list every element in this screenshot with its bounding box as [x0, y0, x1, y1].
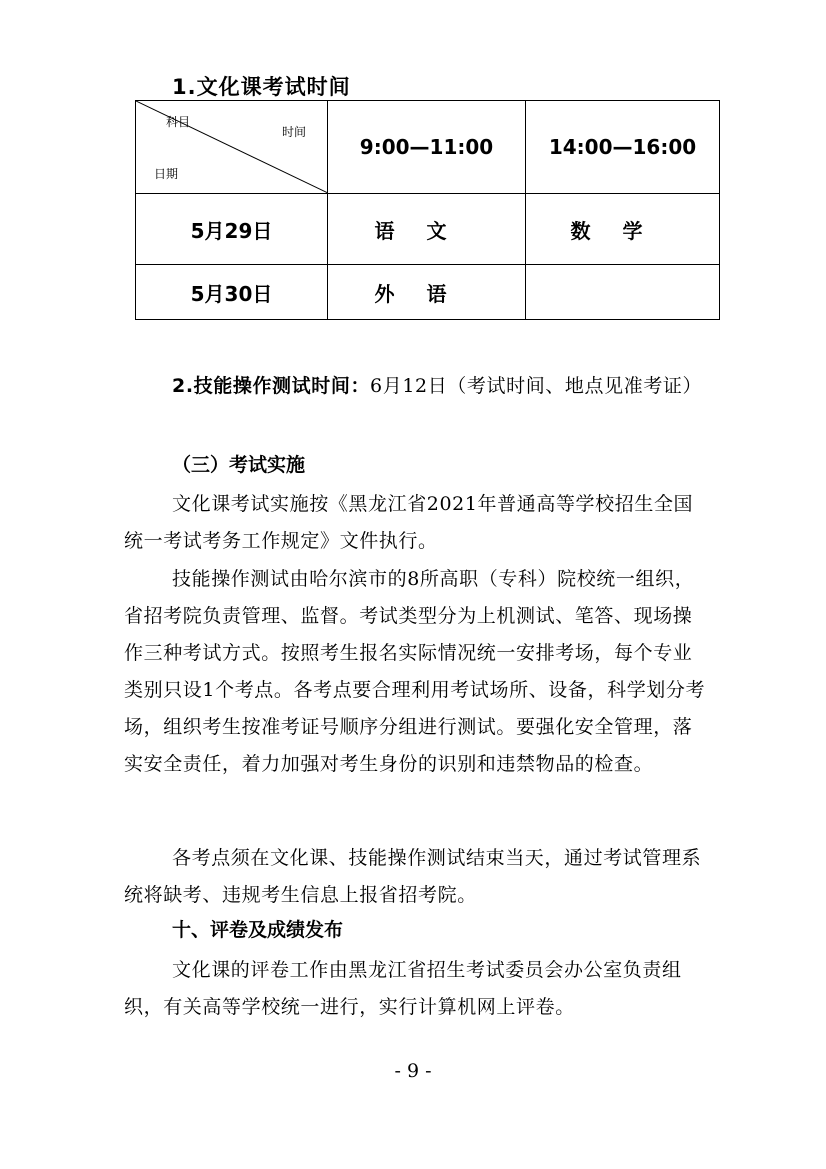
corner-subject-label: 科目 — [166, 115, 191, 129]
paragraph-3: 各考点须在文化课、技能操作测试结束当天，通过考试管理系统将缺考、违规考生信息上报省招考院。 — [124, 847, 702, 906]
corner-time-label: 时间 — [282, 125, 307, 139]
corner-cell — [136, 101, 328, 194]
section-10-title: 十、评卷及成绩发布 — [172, 919, 344, 941]
time-slot-afternoon: 14:00—16:00 — [526, 101, 720, 194]
section-10-paragraph: 文化课的评卷工作由黑龙江省招生考试委员会办公室负责组织，有关高等学校统一进行，实行计算机网上评卷。 — [124, 959, 682, 1018]
time-slot-morning: 9:00—11:00 — [328, 101, 526, 194]
paragraph-2: 技能操作测试由哈尔滨市的8所高职（专科）院校统一组织，省招考院负责管理、监督。考试类型分为上机测试、笔答、现场操作三种考试方式。按照考生报名实际情况统一安排考场，每个专业类别只设1个考点。各考点要合理利用考试场所、设备，科学划分考场，组织考生按准考证号顺序分组进行测试。要强化安全管理，落实安全责任，着力加强对考生身份的识别和违禁物品的检查。 — [124, 568, 706, 775]
corner-date-label: 日期 — [154, 167, 179, 181]
section-3-title: （三）考试实施 — [172, 454, 306, 476]
page-number: - 9 - — [394, 1060, 432, 1082]
section-2-text: 6月12日（考试时间、地点见准考证） — [370, 375, 703, 397]
row-date: 5月29日 — [136, 194, 328, 265]
row-afternoon-subject — [526, 265, 720, 320]
row-morning-subject: 语文 — [328, 194, 526, 265]
section-2-title: 2.技能操作测试时间： — [172, 375, 371, 397]
row-morning-subject: 外语 — [328, 265, 526, 320]
paragraph-1: 文化课考试实施按《黑龙江省2021年普通高等学校招生全国统一考试考务工作规定》文件执行。 — [124, 493, 694, 552]
exam-schedule-table — [135, 100, 720, 320]
table-row — [136, 265, 720, 320]
row-afternoon-subject: 数学 — [526, 194, 720, 265]
row-date: 5月30日 — [136, 265, 328, 320]
table-row — [136, 194, 720, 265]
table-header-row — [136, 101, 720, 194]
section-1-title: 1.文化课考试时间 — [172, 75, 351, 99]
section-2-paragraph — [124, 368, 710, 405]
